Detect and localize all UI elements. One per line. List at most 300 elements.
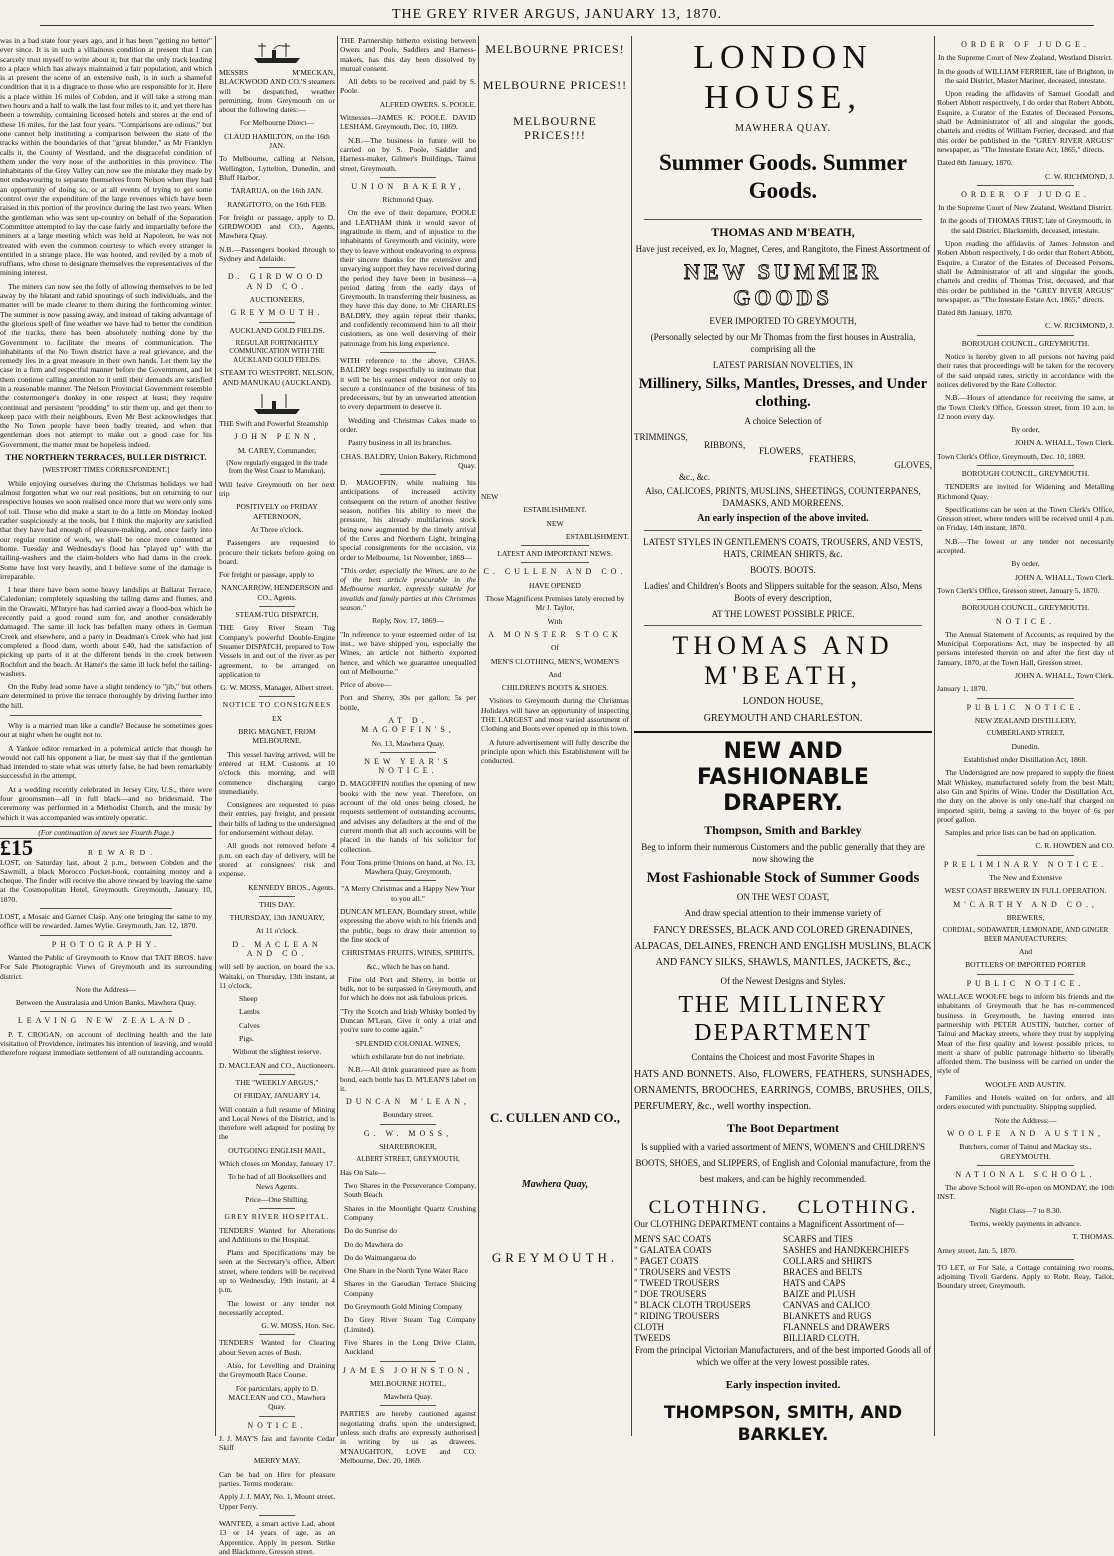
column-rule	[215, 36, 216, 1436]
ad-heading: Millinery, Silks, Mantles, Dresses, and Under clothing.	[638, 376, 928, 410]
column-rule	[934, 36, 935, 1436]
ad-body: BOOTS. BOOTS.	[750, 565, 816, 575]
ad-body: Mawhera Quay.	[383, 1392, 433, 1402]
ad-body: Port and Sherry, 30s per gallon; 5s per bottle,	[340, 693, 476, 712]
ad-body: THURSDAY, 13th JANUARY,	[229, 913, 325, 923]
ad-body: Of the Newest Designs and Styles.	[720, 976, 846, 986]
ad-body: LATEST PARISIAN NOVELTIES, IN	[712, 360, 854, 370]
article-body: I hear there have been some heavy landslips at Ballarat Terrace, Caledonian; completely squashing the tailing dams and flumes, and in the Orawaiti, M'Intyre has had carried away a flood-box which he recently paid a good round sum for, and another considerably damaged. The same ill luck has befallen many others in German Creek and elsewhere, and a party in Deadman's Creek who had just completed a flood dam, worth about £40, had the satisfaction of picking up parts of it at the different bends in the creek between Rochfort and the beach. At Hatter's the same ill luck befel the tailing-washers.	[0, 585, 212, 678]
ad-body: Passengers are requested to procure their tickets before going on board.	[219, 538, 335, 566]
column-rule	[478, 36, 479, 1436]
list-item: Calves	[239, 1020, 260, 1030]
ad-body: GREYMOUTH AND CHARLESTON.	[703, 713, 863, 724]
ad-body: FANCY DRESSES, BLACK AND COLORED GRENADINES, ALPACAS, DELAINES, FRENCH AND ENGLISH MUSLINS, BLACK AND FANCY SILKS, SHAWLS, MANTLES, JACKETS, &c.,	[634, 925, 932, 968]
column-3	[340, 36, 477, 1465]
ad-body: By order,	[1011, 425, 1040, 435]
list-item: CLOTH	[634, 1322, 664, 1332]
ad-body: G. W. MOSS, Hon. Sec.	[261, 1321, 335, 1331]
ad-body: All goods not removed before 4 p.m. on each day of delivery, will be stored at consignees' risk and expense.	[219, 841, 335, 879]
ad-body: And	[1018, 947, 1033, 957]
ad-heading: Thompson, Smith and Barkley	[704, 823, 862, 837]
ad-body: Early inspection invited.	[725, 1379, 841, 1391]
ad-heading: NEW YEAR'S NOTICE.	[364, 756, 452, 776]
ad-body: JOHN A. WHALL, Town Clerk.	[1015, 438, 1114, 448]
list-item: FLANNELS and DRAWERS	[783, 1322, 890, 1332]
ad-body: (Now regularly engaged in the trade from the West Coast to Manukau),	[226, 458, 328, 476]
ad-body: TARARUA, on the 16th JAN.	[231, 186, 323, 196]
list-item: Do Greymouth Gold Mining Company	[344, 1302, 463, 1312]
ad-body: AUCTIONEERS,	[249, 294, 305, 304]
ad-body: Those Magnificent Premises lately erected by Mr J. Taylor,	[485, 594, 625, 613]
ad-body: An early inspection of the above invited.	[697, 513, 869, 524]
shop-title: THOMPSON, SMITH, AND BARKLEY.	[663, 1403, 903, 1445]
ad-body: C. R. HOWDEN and CO.	[1035, 841, 1114, 851]
ad-heading: LEAVING NEW ZEALAND.	[17, 1016, 195, 1026]
ad-body: Specifications can be seen at the Town Clerk's Office, Gresson street, where tenders will be received until 4 p.m. on Friday, 14th instant, 1870.	[937, 504, 1114, 533]
ad-heading: STEAM TO WESTPORT, NELSON, AND MANUKAU (AUCKLAND).	[220, 368, 334, 387]
list-item: BILLIARD CLOTH.	[783, 1333, 860, 1343]
ad-body: POSITIVELY on FRIDAY AFTERNOON,	[236, 502, 318, 521]
ad-body: DUNCAN M'LEAN, Boundary street, while expressing the above wish to his friends and the public, begs to draw their attention to the fine stock of	[340, 907, 476, 944]
ad-body: THE Partnership hitherto existing between Owers and Poole, Saddlers and Harness-makers, has this day been dissolved by mutual consent.	[340, 36, 476, 73]
list-item: " GALATEA COATS	[634, 1245, 712, 1255]
ad-body: A future advertisement will fully describe the principle upon which this Establishment will be conducted.	[481, 737, 629, 766]
ad-body: Wanted the Public of Greymouth to Know that TAIT BROS. have For Sale Photographic Views of Greymouth and its surrounding district.	[0, 952, 212, 981]
ad-body: MESSRS M'MECKAN, BLACKWOOD AND CO.'S steamers will be despatched, weather permitting, from Greymouth on or about the following dates:—	[219, 68, 335, 115]
ad-body: SHAREBROKER,	[379, 1141, 437, 1151]
ad-body: Will leave Greymouth on her next trip	[219, 479, 335, 499]
ad-heading: Summer Goods. Summer Goods.	[658, 150, 908, 203]
list-item: TRIMMINGS,	[634, 432, 688, 442]
column-rule	[631, 36, 632, 1436]
ad-body: Fine old Port and Sherry, in bottle or bulk, not to be surpassed in Greymouth, and for which he does not ask fabulous prices.	[340, 974, 476, 1003]
ad-body: TENDERS are invited for Widening and Metalling Richmond Quay.	[937, 482, 1114, 501]
ad-body: TENDERS Wanted for Alterations and Additions to the Hospital.	[219, 1225, 335, 1244]
list-item: BLANKETS and RUGS	[783, 1311, 872, 1321]
ad-heading: PUBLIC NOTICE.	[966, 702, 1085, 712]
ad-body: Witnesses—JAMES K. POOLE. DAVID LESHAM. Greymouth, Dec. 10, 1869.	[340, 113, 476, 132]
ad-body: Pastry business in all its branches.	[348, 438, 452, 448]
ad-body: M. CAREY, Commander,	[237, 445, 317, 455]
ad-heading: ORDER OF JUDGE.	[961, 40, 1090, 49]
ad-body: Terms, weekly payments in advance.	[969, 1219, 1082, 1228]
ad-body: Contains the Choicest and most Favorite Shapes in	[691, 1052, 875, 1062]
list-item: FLOWERS,	[759, 446, 804, 456]
list-item: CANVAS and CALICO	[783, 1300, 870, 1310]
ad-body: (Personally selected by our Mr Thomas from the first houses in Australia, comprising all the	[650, 332, 916, 354]
list-item: " RIDING TROUSERS	[634, 1311, 720, 1321]
ad-body: And draw special attention to their immense variety of	[684, 908, 882, 918]
ad-heading: STEAM-TUG DISPATCH,	[235, 610, 319, 620]
list-item: One Share in the North Tyne Water Race	[344, 1266, 469, 1276]
masthead	[0, 0, 1114, 30]
ad-body: To be had of all Booksellers and News Agents.	[227, 1172, 327, 1191]
ad-heading: MELBOURNE PRICES!!!	[513, 114, 597, 142]
ad-body: Reply, Nov. 17, 1869—	[372, 616, 444, 626]
article-body: was in a bad state four years ago, and it has been "getting no better" ever since. It is in such a villainous condition at present that I can scarcely trust myself to write about it; but that the only track leading to a place which has always maintained a fair population, and which is at present the scene of an extensive rush, is in such a shameful condition that it is a disgrace to those who are responsible for it. Here is a place within 16 miles of Cobden, and it will take a strong man two hours and a half to walk the last four miles to it, and yet there has been a township, containing licensed hotels and stores at the end of these 16 miles, for the last four years. "Comparisons are odious," but one cannot help instituting a comparison between the state of the tracks within the boundaries of that "great blunder," as Mr Franklyn calls it, the County of Westland, and the disgraceful condition of them under the very nose of the authorities in this province. The inhabitants of the Grey Valley can now see the mistake they made by not endeavouring to separate themselves from Nelson when they had an opportunity of doing so, or at all events of trying to get some control over the expenditure of the large revenues which have been raised in this portion of the province during the last two years. When the gentleman who was sent up-country on behalf of the Separation Committee attempted to lay the case fairly and impartially before the miners at a large meeting which was held at Napoleon, he was not treated with even the common courtesy to which every stranger is entitled in a strange place. He was hooted, and reviled by a mob of ruffians, who chose to designate themselves the representatives of the mining interest.	[0, 36, 212, 278]
ad-body: MAWHERA QUAY.	[734, 123, 832, 134]
ad-body: EVER IMPORTED TO GREYMOUTH,	[709, 316, 857, 326]
list-item: Do do Waimangaroa do	[344, 1252, 417, 1262]
ad-body: No. 13, Mawhera Quay.	[371, 738, 445, 748]
ad-body: RANGITOTO, on the 16th FEB.	[227, 199, 327, 209]
ad-heading: NOTICE TO CONSIGNEES	[222, 700, 332, 710]
ad-body: On the eve of their departure, POOLE and LEATHAM think it would savor of ingratitude in them, and of injustice to the inhabitants of Greymouth and vicinity, were they to leave without endeavoring to express their sincere thanks for the extensive and unvarying support they have received during the period they have been in business—a period dating from the early days of Greymouth. In transferring their business, as they have this day done, to Mr CHARLES BALDRY, they again repeat their thanks, and confidently recommend him to all their customers, as one well deserving of their patronage from his long experience.	[340, 208, 477, 348]
ad-body: Dunedin.	[1011, 741, 1040, 751]
ad-body: PARTIES are hereby cautioned against negotiating drafts upon the undersigned, unless such drafts are expressly authorised in writing by us as drawees. M'NAUGHTON, LOVE and CO. Melbourne, Dec. 20, 1869.	[340, 1409, 476, 1465]
ad-body: Visitors to Greymouth during the Christmas Holidays will have an opportunity of inspecting THE LARGEST and most varied assortment of Clothing and Boots ever opened up in this town.	[481, 696, 629, 734]
ad-body: MEN'S CLOTHING, MEN'S, WOMEN'S	[490, 656, 620, 666]
ad-heading: D. GIRDWOOD AND CO.	[227, 272, 327, 291]
ad-body: LOST, on Saturday last, about 2 p.m., between Cobden and the Sawmill, a black Morocco Pocket-book, containing money and a cheque. The finder will receive the above reward by leaving the same at the Cosmopolitan Hotel, Greymouth. Greymouth, January 10, 1870.	[0, 857, 212, 904]
ad-body: REGULAR FORTNIGHTLY COMMUNICATION WITH THE AUCKLAND GOLD FIELDS.	[229, 338, 325, 364]
shop-title: LONDON HOUSE,	[693, 39, 873, 116]
list-item: " TWEED TROUSERS	[634, 1278, 720, 1288]
column-5	[634, 36, 932, 1445]
ad-body: Four Tons prime Onions on hand, at No. 13, Mawhera Quay, Greymouth.	[340, 857, 476, 877]
ad-body: Will contain a full resume of Mining and Local News of the District, and is therefore well adapted for posting by the	[219, 1104, 335, 1142]
ad-body: With	[547, 616, 563, 626]
ad-body: CLAUD HAMILTON, on the 16th JAN.	[224, 131, 330, 151]
ad-body: "A Merry Christmas and a Happy New Year to you all."	[341, 884, 475, 903]
ad-body: T. THOMAS.	[1072, 1232, 1114, 1242]
ad-body: The New and Extensive	[989, 872, 1062, 882]
continuation-note: (For continuation of news see Fourth Page.)	[0, 826, 212, 839]
ad-body: Of	[550, 643, 559, 653]
ad-body: To Melbourne, calling at Nelson, Wellington, Lyttelton, Dunedin, and Bluff Harbor,	[219, 154, 335, 182]
ad-body: D. MAGOFFIN, while realising his anticipations of increased activity consequent on the return of another festive season, notifies his ability to meet the pressure, his already multifarious stock being now augmented by the timely arrival of the Ceres and Northern Light, bringing special consignments for the occasion, viz order to Melbourne, 1st November, 1869—	[340, 478, 476, 562]
ad-body: Families and Hotels waited on for orders, and all orders executed with punctuality. Shipping supplied.	[937, 1093, 1114, 1112]
ad-body: D. MAGOFFIN notifies the opening of new books with the new year. Therefore, on account of the old ones being closed, he requests settlement of outstanding accounts, and advises any defaulters at the end of the current month that all such accounts will be placed in the hands of his solicitor for collection.	[340, 779, 476, 854]
ad-body: LATEST AND IMPORTANT NEWS.	[497, 549, 613, 559]
ad-heading: NOTICE.	[995, 616, 1056, 626]
ad-heading: ORDER OF JUDGE.	[961, 189, 1090, 199]
ad-body: In the Supreme Court of New Zealand, Westland District.	[938, 203, 1113, 213]
ad-body: WALLACE WOOLFE begs to inform his friends and the inhabitants of Greymouth that he has re-commenced business in Greymouth, he having entered into partnership with PETER AUSTIN, butcher, corner of Tainui and Mackay streets, where they trust by supplying Meat of the first quality and lowest possible prices, to merit a share of public patronage hitherto so liberally afforded them. The business will be carried on under the style of	[937, 992, 1114, 1076]
ad-body: Which closes on Monday, January 17.	[219, 1159, 335, 1169]
ad-body: N.B.—Passengers booked through to Sydney and Adelaide.	[219, 244, 335, 264]
clothing-heading	[634, 1197, 932, 1219]
ad-body: SPLENDID COLONIAL WINES,	[355, 1038, 461, 1048]
ad-body: Price—One Shilling.	[245, 1194, 309, 1204]
ad-body: WITH reference to the above, CHAS. BALDRY begs respectfully to intimate that it will be his earnest endeavor not only to secure a continuance of the business of his predecessors, but by an unwearied attention to every department to deserve it.	[340, 355, 476, 412]
ad-body: Our CLOTHING DEPARTMENT contains a Magnificent Assortment of—	[634, 1219, 905, 1229]
ad-body: AT THE LOWEST POSSIBLE PRICE.	[711, 609, 855, 619]
ad-heading: C. CULLEN AND CO.,	[489, 1109, 620, 1125]
ad-body: TO LET, or For Sale, a Cottage containing two rooms, adjoining Tivoli Gardens. Apply to Robt. Reay, Tailor, Boundary street, Greymouth.	[937, 1262, 1114, 1291]
list-item: COLLARS and SHIRTS	[783, 1256, 872, 1266]
ad-body: CHILDREN'S BOOTS & SHOES.	[501, 683, 609, 693]
ad-body: Is supplied with a varied assortment of MEN'S, WOMEN'S and CHILDREN'S BOOTS, SHOES, and SLIPPERS, of English and Colonial manufacture, from the best makers, and can be highly recommended.	[635, 1142, 931, 1184]
ad-body: EX	[271, 713, 283, 723]
newspaper-title: THE GREY RIVER ARGUS, JANUARY 13, 1870.	[391, 7, 723, 22]
ad-body: LATEST STYLES IN GENTLEMEN'S COATS, TROUSERS, AND VESTS, HATS, CRIMEAN SHIRTS, &c.	[643, 537, 923, 559]
ad-body: Mawhera Quay,	[521, 1178, 589, 1190]
ad-heading: PHOTOGRAPHY.	[51, 939, 161, 949]
ad-body: THE Swift and Powerful Steamship	[219, 418, 329, 428]
ad-body: Boundary street.	[382, 1110, 434, 1120]
lost-ad: LOST, a Mosaic and Garnet Clasp. Any one bringing the same to my office will be rewarded. James Wylie. Greymouth, Jan. 12, 1870.	[0, 912, 212, 931]
ad-body: C. W. RICHMOND, J.	[1045, 321, 1114, 331]
list-item: SCARFS and TIES	[783, 1234, 853, 1244]
ad-heading: NATIONAL SCHOOL.	[955, 1169, 1096, 1179]
ad-body: &c., which he has on hand.	[366, 961, 450, 971]
list-item: Do Grey River Steam Tug Company (Limited).	[344, 1315, 476, 1334]
list-item: GLOVES,	[894, 460, 932, 470]
ad-body: ON THE WEST COAST,	[736, 892, 830, 902]
article-byline: [WESTPORT TIMES CORRESPONDENT.]	[42, 466, 170, 475]
ad-body: At Three o'clock.	[250, 525, 304, 534]
list-item: Five Shares in the Long Drive Claim, Auckland	[344, 1337, 476, 1357]
shares-list	[340, 1181, 476, 1356]
ad-body: Has On Sale—	[340, 1167, 386, 1177]
paragraph: Why is a married man like a candle? Because he sometimes goes out at night when he ought not to.	[0, 720, 212, 740]
list-item: " BLACK CLOTH TROUSERS	[634, 1300, 751, 1310]
ad-body: "This order, especially the Wines, are to be of the best article procurable in the Melbourne market, expressly suitable for invalids and family parties at this Christmas season."	[340, 565, 476, 613]
ad-body: Consignees are requested to pass their entries, pay freight, and present their bills of lading to the undersigned for endorsement without delay.	[219, 800, 335, 838]
ad-heading: AT D. MAGOFFIN'S,	[361, 716, 455, 735]
ad-body: N.B.—All drink guaranteed pure as from bond, each bottle has D. M'LEAN'S label on it.	[340, 1065, 476, 1093]
article-body: While enjoying ourselves during the Christmas holidays we had almost forgotten what we our real positions, but on returning to our respective houses we soon realised once more that we were only sons of toil. Those who did make a start to do a little on Monday looked rather suspiciously at the tools, but I think the majority are satisfied that they have had enough of pleasure-making, and, once fairly into our regular routine of work, we shall be once more contented at home. Tuesday and Wednesday's flood has "played up" with the tailing-washers and the claim-holders who had dams in the creek. Some have lost very heavily, and I believe some of the damage is irreparable.	[0, 478, 212, 581]
ad-heading: GREYMOUTH.	[230, 308, 324, 318]
ad-heading: WOOLFE AND AUSTIN,	[946, 1128, 1105, 1138]
list-item: Sheep	[239, 994, 258, 1004]
ad-body: Night Class—7 to 8.30.	[989, 1205, 1062, 1215]
ad-body: By order,	[1011, 559, 1040, 569]
ad-body: For freight or passage, apply to D. GIRDWOOD and CO., Agents, Mawhera Quay.	[219, 212, 335, 241]
ad-body: Samples and price lists can be had on application.	[945, 828, 1097, 838]
ad-heading: UNION BAKERY,	[351, 181, 465, 191]
ad-body: Established under Distillation Act, 1868.	[963, 755, 1088, 765]
ad-body: TENDERS Wanted for Clearing about Seven acres of Bush.	[219, 1338, 335, 1357]
ad-heading: MELBOURNE PRICES!	[485, 42, 625, 56]
ad-body: ALBERT STREET, GREYMOUTH,	[356, 1155, 460, 1164]
column-6	[937, 36, 1114, 1436]
ad-heading: PUBLIC NOTICE.	[966, 978, 1085, 988]
ad-body: Dated 8th January, 1870.	[937, 308, 1013, 318]
ad-body: Wedding and Christmas Cakes made to order.	[340, 415, 476, 434]
ad-body: A choice Selection of	[744, 416, 822, 426]
ad-body: ESTABLISHMENT.	[523, 505, 587, 515]
ad-heading: JAMES JOHNSTON,	[342, 1365, 474, 1375]
ad-heading: M'CARTHY AND CO.,	[953, 899, 1098, 909]
ad-body: JOHN A. WHALL, Town Clerk.	[1015, 671, 1114, 681]
ad-body: J. J. MAY'S fast and favorite Cedar Skiff	[219, 1433, 335, 1453]
ad-body: KENNEDY BROS., Agents.	[248, 882, 335, 892]
reward-ad	[0, 835, 212, 904]
ad-body: "Try the Scotch and Irish Whisky bottled by Duncan M'Lean, Give it only a trial and you're sure to come again."	[340, 1006, 476, 1035]
ad-body: C. W. RICHMOND, J.	[1045, 171, 1114, 181]
list-item: Do do Sunrise do	[344, 1226, 397, 1236]
ad-body: In the goods of THOMAS TRIST, late of Greymouth, in the said District, Blacksmith, deceased, intestate.	[939, 216, 1112, 235]
ad-body: G. W. MOSS, Manager, Albert street.	[220, 683, 334, 693]
ad-body: Town Clerk's Office, Gresson street, January 5, 1870.	[937, 585, 1100, 595]
ad-body: ALFRED OWERS. S. POOLE.	[379, 99, 476, 109]
trimmings-list	[634, 431, 932, 485]
list-item: MEN'S SAC COATS	[634, 1234, 712, 1244]
list-item: " TROUSERS and VESTS	[634, 1267, 731, 1277]
ad-body: For particulars, apply to D. MACLEAN and CO., Mawhera Quay.	[228, 1383, 326, 1412]
ad-body: Dated 8th January, 1870.	[937, 158, 1013, 168]
ad-heading: G. W. MOSS,	[363, 1128, 453, 1138]
ad-body: which exhilarate but do not inebriate.	[351, 1051, 465, 1061]
ad-heading: THIS DAY.	[259, 899, 295, 909]
ad-body: HAVE OPENED	[529, 580, 581, 590]
clothing-list	[634, 1234, 932, 1344]
ad-body: MERRY MAY,	[253, 1456, 301, 1466]
ad-body: Can be had on Hire for pleasure parties. Terms moderate.	[219, 1469, 335, 1489]
ad-body: The lowest or any tender not necessarily accepted.	[219, 1298, 335, 1317]
ad-body: Upon reading the affidavits of Samuel Goodall and Robert Abbott respectively, I do order that Robert Abbott, Esquire, a Curator of the Estates of Deceased Persons, shall be Administrator of all and singular the goods, chattels and credits of William Ferrier, deceased, and that this order be published in the "GREY RIVER ARGUS" newspaper, as "The Intestate Estate Act, 1865," directs.	[937, 89, 1114, 154]
ad-heading: BRIG MAGNET, FROM MELBOURNE.	[238, 727, 316, 746]
ad-body: D. MACLEAN and CO., Auctioneers.	[219, 1060, 336, 1070]
column-2	[219, 36, 336, 1556]
ad-body: LONDON HOUSE,	[742, 696, 824, 707]
ad-heading: BOROUGH COUNCIL, GREYMOUTH.	[961, 603, 1090, 613]
ad-body: Apply J. J. MAY, No. 1, Mount street, Upper Ferry.	[219, 1492, 335, 1511]
ad-body: Town Clerk's Office, Greymouth, Dec. 10, 1869.	[937, 451, 1086, 461]
ad-body: Note the Address—	[76, 984, 136, 994]
ad-heading: THE "WEEKLY ARGUS,"	[235, 1077, 319, 1087]
ad-body: Beg to inform their numerous Customers and the public generally that they are now showing the	[641, 842, 925, 864]
reward-heading: REWARD.	[88, 848, 157, 858]
article-body: The miners can now see the folly of allowing themselves to be led away by the blatant and rabid spoutings of such individuals, and the matter will be made clearer to them during the forthcoming winter. The summer is now passing away, and instead of taking advantage of the glorious spell of fine weather we have had to better the condition of the tracks, there has been absolutely nothing done by the Government to facilitate the means of communication. The inhabitants of the No Town district have a real grievance, and the remedy lies in a great measure in their own hands. Let them lay the case in a firm and respectful manner before the Government, and let them continue calling attention to it until their demands are satisfied in a reasonable manner. The Nelson Provincial Government resemble the costermonger's donkey in one respect at least; they require continual and persistent "prodding" to stir them up, and get them to keep pace with their neighbours. Even Mr Best acknowledges that the No Town people have been badly treated, and when that gentleman does not attempt to make out a good case for his Government, the matter must be hopeless indeed.	[0, 281, 212, 449]
ad-body: Upon reading the affidavits of James Johnston and Robert Abbott respectively, I do order that Robert Abbott, Esquire, a Curator of the Estates of Deceased Persons, shall be Administrator of all and singular the goods, chattels and credits of Thomas Trist, deceased, and that this order be published in the "GREY RIVER ARGUS" newspaper, as "The Intestate Estate Act, 1865," directs.	[937, 239, 1114, 304]
list-item: Do do Mawhera do	[344, 1239, 403, 1249]
ad-body: ESTABLISHMENT.	[565, 531, 629, 541]
ad-body: BOTTLERS OF IMPORTED PORTER	[965, 960, 1086, 970]
article-body: On the Ruby lead some have a slight tendency to "jib," but others are determined to prove the terrace thoroughly by driving further into the hill.	[0, 682, 212, 710]
auction-items	[219, 994, 335, 1043]
ad-heading: BOROUGH COUNCIL, GREYMOUTH.	[961, 338, 1090, 348]
ad-body: From the principal Victorian Manufacturers, and of the best imported Goods all of which we offer at the very lowest possible rates.	[635, 1345, 931, 1367]
ad-heading: GREYMOUTH.	[491, 1249, 619, 1265]
clothing-right	[783, 1234, 932, 1344]
ad-body: HATS AND BONNETS. Also, FLOWERS, FEATHERS, SUNSHADES, ORNAMENTS, BROOCHES, EARRINGS, COMBS, BRUSHES, OILS, PERFUMERY, &c., well worthy inspection.	[634, 1069, 932, 1112]
clothing-left	[634, 1234, 783, 1344]
list-item: BRACES and BELTS	[783, 1267, 863, 1277]
ad-body: Plans and Specifications may be seen at the Secretary's office, Albert street, where tenders will be received up to Wednesday, 19th instant, at 4 p.m.	[219, 1248, 335, 1295]
ad-body: N.B.—The lowest or any tender not necessarily accepted.	[937, 536, 1114, 556]
ad-body: In the goods of WILLIAM FERRIER, late of Brighton, in the said District, Master Mariner, deceased, intestate.	[937, 66, 1114, 85]
ad-body: CORDIAL, SODAWATER, LEMONADE, AND GINGER BEER MANUFACTURERS;	[942, 926, 1109, 943]
steamship-icon	[252, 391, 302, 415]
ad-body: Arney street, Jan. 5, 1870.	[937, 1245, 1017, 1255]
list-item: Pigs.	[239, 1034, 254, 1044]
list-item: Lambs	[239, 1007, 260, 1017]
ad-body: "In reference to your esteemed order of 1st inst., we have shipped you, especially the Wines, an article not hitherto exported hence, and which we guarantee unequalled out of Melbourne."	[340, 629, 476, 676]
ad-body: BREWERS,	[1006, 912, 1045, 922]
column-4	[481, 36, 629, 1436]
ad-heading: The Boot Department	[727, 1121, 839, 1135]
ad-body: NANCARROW, HENDERSON and CO., Agents.	[221, 583, 333, 602]
list-item: &c., &c.	[679, 472, 710, 482]
reward-amount: £15	[0, 835, 33, 861]
ad-heading: DUNCAN M'LEAN,	[345, 1097, 471, 1107]
ad-body: NEW ZEALAND DISTILLERY,	[974, 715, 1077, 725]
ad-body: The Undersigned are now prepared to supply the finest Malt Whiskey, manufactured solely from the best Malt; also Gin and Spirits of Wine. Under the Distillation Act, the duty on the above is only one-half that charged on imported spirit, being a saving to the buyer of 6s per proof gallon.	[937, 768, 1114, 824]
ad-body: JOHN A. WHALL, Town Clerk.	[1015, 572, 1114, 582]
ad-heading: NOTICE.	[247, 1420, 307, 1430]
ad-body: NEW	[546, 518, 564, 528]
ad-heading: THE MILLINERY DEPARTMENT	[678, 992, 888, 1046]
ad-body: In the Supreme Court of New Zealand, Westland District.	[938, 53, 1113, 63]
ad-heading: PRELIMINARY NOTICE.	[943, 859, 1108, 869]
ad-heading: CLOTHING.	[797, 1197, 918, 1218]
ad-body: N.B.—The business in future will be carried on by S. Poole, Saddler and Harness-maker, Gilmer's Buildings, Tainui street, Greymouth.	[340, 135, 476, 173]
list-item: HATS and CAPS	[783, 1278, 846, 1288]
column-rule	[337, 36, 338, 1436]
column-1	[0, 36, 212, 1436]
ad-body: Price of above—	[340, 680, 392, 690]
ad-body: Ladies' and Children's Boots and Slippers suitable for the season. Also, Mens Boots of every description,	[644, 581, 922, 603]
list-item: " PAGET COATS	[634, 1256, 699, 1266]
ad-body: This vessel having arrived, will be entered at H.M. Customs at 10 o'clock this morning, and will commence discharging cargo immediately.	[219, 749, 335, 796]
ad-heading: BOROUGH COUNCIL, GREYMOUTH.	[961, 468, 1090, 478]
list-item: RIBBONS,	[704, 440, 746, 450]
ad-body: N.B.—Hours of attendance for receiving the same, at the Town Clerk's Office, Gresson street, from 10 a.m. to 12 noon every day.	[937, 393, 1114, 421]
ad-body: OUTGOING ENGLISH MAIL,	[228, 1145, 326, 1155]
ship-name: JOHN PENN,	[234, 432, 320, 442]
list-item: TWEEDS	[634, 1333, 671, 1343]
list-item: Two Shares in the Perseverance Company, South Beach	[344, 1181, 476, 1200]
ad-body: CHRISTMAS FRUITS, WINES, SPIRITS,	[341, 948, 475, 958]
ad-body: Of FRIDAY, JANUARY 14,	[233, 1091, 321, 1101]
ad-body: And	[548, 669, 562, 679]
ad-body: Without the slightest reserve.	[232, 1047, 322, 1057]
list-item: Shares in the Moonlight Quartz Crushing Company	[344, 1203, 476, 1222]
paragraph: At a wedding recently celebrated in Jersey City, U.S., there were four groomsmen—all in full black—and no bridesmaid. The ceremony was performed in a Methodist Church, and the music by which it was accompanied was entirely operatic.	[0, 784, 212, 822]
ad-body: NEW	[481, 492, 499, 501]
list-item: FEATHERS,	[809, 454, 856, 464]
ad-heading: D. MACLEAN AND CO.	[232, 939, 322, 958]
ad-body: will sell by auction, on board the s.s. Waitaki, on Thursday, 13th instant, at 11 o'clock,	[219, 962, 335, 990]
steamship-icon	[252, 40, 302, 64]
ad-heading: THOMAS AND M'BEATH,	[711, 225, 855, 239]
ad-heading: NEW SUMMER GOODS	[684, 259, 882, 310]
ad-heading: C. CULLEN AND CO.	[483, 567, 627, 577]
list-item: SASHES and HANDKERCHIEFS	[783, 1245, 910, 1255]
ad-body: Notice is hereby given to all persons not having paid their rates that proceedings will be taken for the recovery of the said unpaid rates, strictly in accordance with the notices delivered by the Rate Collector.	[937, 352, 1114, 389]
ad-heading: A MONSTER STOCK	[488, 629, 622, 639]
shop-title: THOMAS AND M'BEATH,	[672, 631, 894, 690]
ad-body: Note the Address:—	[994, 1115, 1057, 1125]
ad-body: MELBOURNE HOTEL,	[370, 1378, 446, 1388]
ad-body: All debts to be received and paid by S. Poole.	[340, 77, 476, 96]
list-item: " DOE TROUSERS	[634, 1289, 707, 1299]
ad-heading: NEW AND FASHIONABLE DRAPERY.	[697, 739, 869, 816]
ad-body: For Melbourne Direct—	[239, 118, 315, 128]
ad-body: At 11 o'clock.	[255, 926, 299, 936]
ad-body: The Annual Statement of Accounts, as required by the Municipal Corporations Act, may be inspected by all persons interested therein on and after the first day of January, 1870, at the Town Hall, Gresson street.	[937, 629, 1114, 667]
ad-body: Also, for Levelling and Draining the Greymouth Race Course.	[219, 1361, 335, 1380]
ad-body: Richmond Quay.	[382, 195, 434, 205]
ad-body: Between the Australasia and Union Banks, Mawhera Quay.	[15, 998, 197, 1008]
list-item: BAIZE and PLUSH	[783, 1289, 856, 1299]
ad-body: For freight or passage, apply to	[219, 570, 314, 580]
ad-body: CHAS. BALDRY, Union Bakery, Richmond Quay.	[340, 451, 476, 470]
ad-body: WOOLFE AND AUSTIN.	[985, 1079, 1066, 1089]
ad-body: CUMBERLAND STREET,	[986, 729, 1065, 738]
ad-body: Butchers, corner of Tainui and Mackay sts., GREYMOUTH.	[959, 1142, 1092, 1161]
article-heading: THE NORTHERN TERRACES, BULLER DISTRICT.	[5, 452, 207, 463]
ad-heading: AUCKLAND GOLD FIELDS.	[229, 325, 325, 335]
ad-heading: MELBOURNE PRICES!!	[482, 78, 628, 92]
ad-body: P. T. CROGAN, on account of declining health and the late visitation of Providence, intimates his intention of leaving, and would therefore request immediate settlement of all outstanding accounts.	[0, 1029, 212, 1058]
ad-heading: Most Fashionable Stock of Summer Goods	[646, 870, 920, 886]
ad-body: The above School will Re-open on MONDAY, the 10th INST.	[937, 1183, 1114, 1202]
ad-heading: GREY RIVER HOSPITAL.	[224, 1212, 330, 1222]
